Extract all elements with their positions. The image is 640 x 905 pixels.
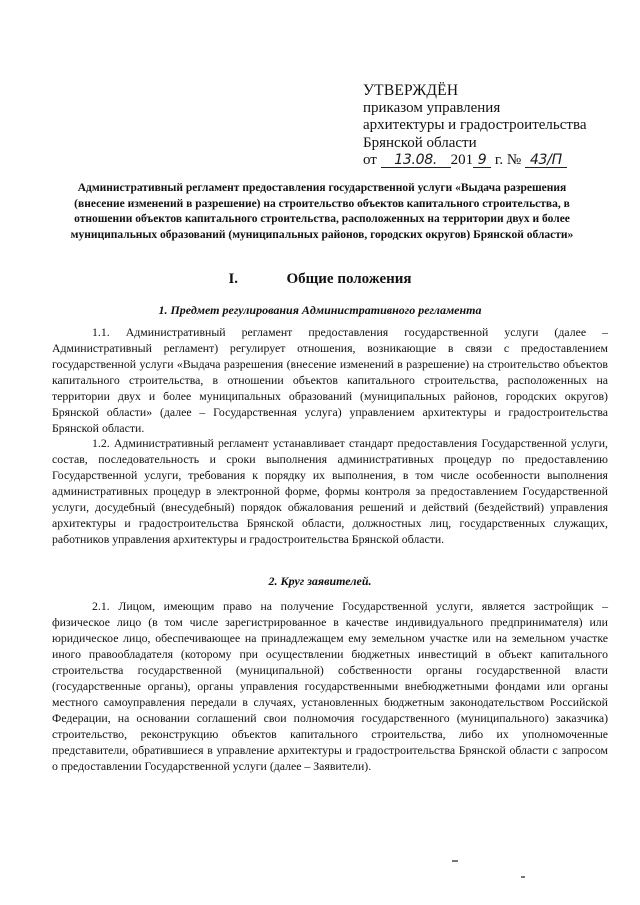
year-field xyxy=(473,153,491,168)
scan-speck xyxy=(521,876,525,878)
paragraph-1-2: 1.2. Административный регламент устанавливает стандарт предоставления Государственной услуги, состав, последовательность и сроки выполнения административных процедур по предоставлению Государственной услуги, требования к порядку их выполнения, в том числе особенности выполнения административных процедур в электронной форме, формы контроля за предоставлением Государственной услуги, досудебный (внесудебный) порядок обжалования решений и действий (бездействий) управления архитектуры и градостроительства Брянской области, должностных лиц, государственных служащих, работников управления архитектуры и градостроительства Брянской области. xyxy=(52,436,608,546)
approval-block xyxy=(363,82,623,170)
date-field xyxy=(381,153,451,168)
approval-region-line: Брянской области xyxy=(363,134,477,151)
document-title: Административный регламент предоставления государственной услуги «Выдача разрешения (внесение изменений в разрешение) на строительство объектов капитального строительства, в отношении объектов капитального строительства, расположенных на территории двух и более муниципальных образований (муниципальных районов, городских округов) Брянской области» xyxy=(70,182,574,241)
paragraph-1-1: 1.1. Административный регламент предоставления государственной услуги (далее – Административный регламент) регулирует отношения, возникающие в связи с предоставлением государственной услуги «Выдача разрешения (внесение изменений в разрешение) на строительство объектов капитального строительства, в отношении объектов капитального строительства, расположенных на территории двух и более муниципальных образований (муниципальных районов, городских округов) Брянской области» (далее – Государственная услуга) управлением архитектуры и градостроительства Брянской области. xyxy=(52,325,608,435)
section-title: Общие положения xyxy=(286,271,412,287)
paragraph-2-1: 2.1. Лицом, имеющим право на получение Государственной услуги, является застройщик – физическое лицо (в том числе зарегистрированное в качестве индивидуального предпринимателя) или юридическое лицо, обеспечивающее на принадлежащем ему земельном участке или на земельном участке иного правообладателя (которому при осуществлении бюджетных инвестиций в объект капитального строительства государственной (муниципальной) собственности органы государственной власти (государственные органы), органы управления государственными внебюджетными фондами или органы местного самоуправления передали в случаях, установленных бюджетным законодательством Российской Федерации, на основании соглашений свои полномочия государственного (муниципального) заказчика) строительство, реконструкцию объектов капитального строительства, либо их уполномоченные представители, обратившиеся в управление архитектуры и градостроительства Брянской области с запросом о предоставлении Государственной услуги (далее – Заявители). xyxy=(52,599,608,773)
section-number: I. xyxy=(228,271,239,287)
subsection-heading-1: 1. Предмет регулирования Административного регламента xyxy=(158,303,482,317)
approval-order-line: приказом управления xyxy=(363,99,501,116)
handwritten-date: 13.08. xyxy=(394,152,437,168)
handwritten-number: 43/П xyxy=(529,152,562,168)
approval-department-line: архитектуры и градостроительства xyxy=(363,117,587,133)
section-heading xyxy=(0,271,640,288)
date-prefix: от xyxy=(363,152,377,168)
approval-date-line xyxy=(363,152,623,170)
year-suffix: г. № xyxy=(494,152,522,168)
handwritten-year-digit: 9 xyxy=(477,152,487,168)
scan-speck xyxy=(452,860,458,862)
subsection-heading-2: 2. Круг заявителей. xyxy=(268,574,372,588)
approval-heading: УТВЕРЖДЁН xyxy=(363,82,459,99)
number-field xyxy=(525,153,567,168)
year-prefix: 201 xyxy=(450,152,474,168)
